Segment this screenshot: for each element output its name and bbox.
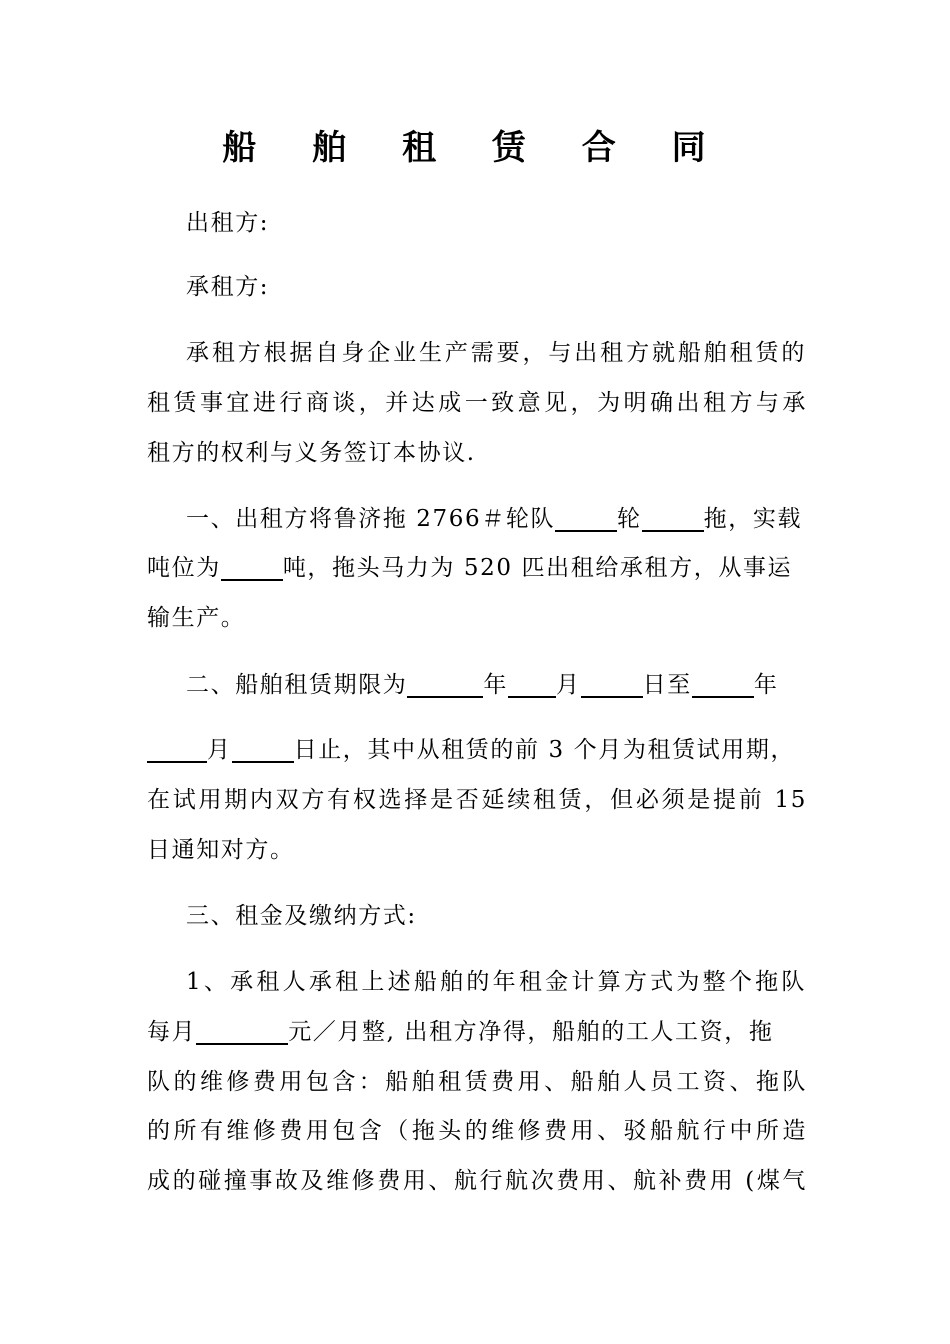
clause1-line-2 [147,551,807,585]
clause2-text: 二、船舶租赁期限为 [186,672,408,698]
monthly-rent-blank[interactable] [196,1019,288,1045]
start-month-blank[interactable] [508,672,556,698]
clause1-line-1 [186,502,806,536]
clause2-line-1 [186,668,806,702]
ship-count-blank[interactable] [555,506,617,532]
clause2-text: 年 [483,672,509,698]
intro-line-3: 租方的权利与义务签订本协议. [147,440,476,466]
start-day-blank[interactable] [581,672,643,698]
clause3-line-5: 成的碰撞事故及维修费用、航行航次费用、航补费用 (煤气 [147,1168,807,1194]
clause3-text: 每月 [147,1019,197,1045]
clause2-line-3: 在试用期内双方有权选择是否延续租赁，但必须是提前 15 [147,787,807,813]
clause1-text: 轮 [617,506,642,532]
clause3-text: 元／月整, 出租方净得，船舶的工人工资，拖 [288,1019,774,1045]
clause3-line-3: 队的维修费用包含：船舶租赁费用、船舶人员工资、拖队 [147,1069,807,1095]
tug-count-blank[interactable] [642,506,704,532]
clause3-line-4: 的所有维修费用包含（拖头的维修费用、驳船航行中所造 [147,1118,807,1144]
clause1-text: 一、出租方将鲁济拖 2766＃轮队 [186,506,556,532]
clause1-text: 吨位为 [147,555,221,581]
clause3-heading: 三、租金及缴纳方式: [186,903,417,929]
end-month-blank[interactable] [147,737,207,763]
clause1-line-3: 输生产。 [147,605,246,631]
clause1-text: 拖，实载 [703,506,803,532]
clause2-text: 月 [556,672,581,698]
clause1-text: 吨，拖头马力为 520 匹出租给承租方，从事运 [282,555,793,581]
end-day-blank[interactable] [232,737,294,763]
lessee-label: 承租方: [186,274,270,300]
document-title: 船 舶 租 赁 合 同 [222,128,728,168]
tonnage-blank[interactable] [221,555,283,581]
lessor-label: 出租方: [186,210,270,236]
clause2-text: 日至 [642,672,692,698]
intro-line-2: 租赁事宜进行商谈，并达成一致意见，为明确出租方与承 [147,390,807,416]
clause2-line-2 [147,733,807,767]
clause2-text: 年 [753,672,779,698]
clause2-line-4: 日通知对方。 [147,837,295,863]
clause3-line-1: 1、承租人承租上述船舶的年租金计算方式为整个拖队 [186,969,806,995]
end-year-blank[interactable] [692,672,754,698]
intro-line-1: 承租方根据自身企业生产需要，与出租方就船舶租赁的 [186,340,806,366]
clause3-line-2 [147,1015,807,1049]
clause2-text: 月 [207,737,232,763]
start-year-blank[interactable] [407,672,483,698]
clause2-text: 日止，其中从租赁的前 3 个月为租赁试用期， [293,737,796,763]
